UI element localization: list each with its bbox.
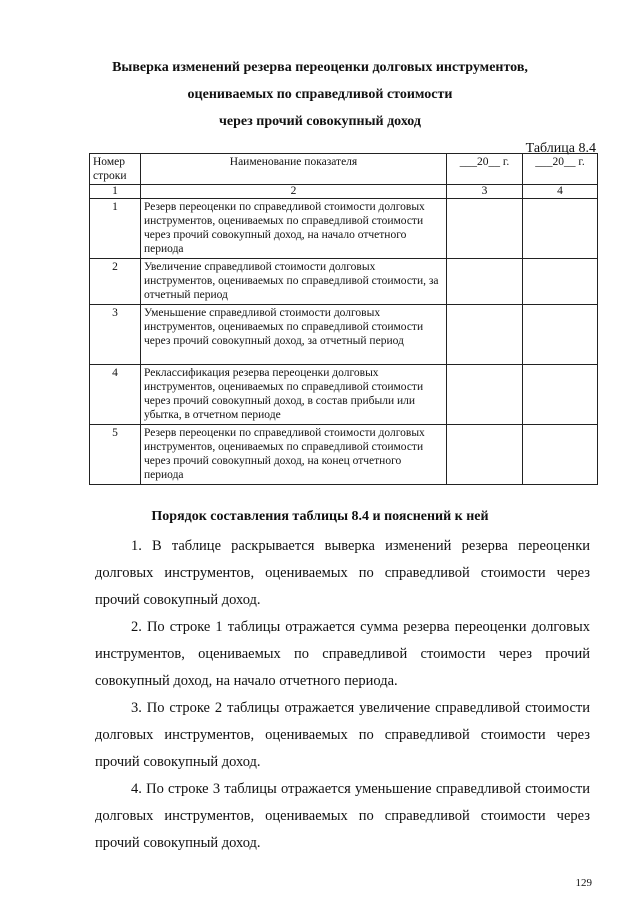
table-row [90, 425, 598, 485]
title-line-1: Выверка изменений резерва переоценки долговых инструментов, [112, 60, 528, 75]
paragraph-4: 4. По строке 3 таблицы отражается уменьшение справедливой стоимости долговых инструментов, оцениваемых по справедливой стоимости через прочий совокупный доход. [95, 781, 590, 851]
table-row [90, 259, 598, 305]
column-index-row [90, 185, 598, 199]
row-value-period-1 [447, 305, 523, 365]
row-value-period-2 [523, 199, 598, 259]
column-index: 1 [90, 185, 141, 199]
table-row [90, 365, 598, 425]
row-value-period-1 [447, 365, 523, 425]
paragraph-1: 1. В таблице раскрывается выверка изменений резерва переоценки долговых инструментов, оцениваемых по справедливой стоимости через прочий совокупный доход. [95, 538, 590, 608]
reconciliation-table [89, 153, 598, 485]
page-number: 129 [575, 877, 592, 889]
row-indicator-name: Резерв переоценки по справедливой стоимости долговых инструментов, оцениваемых по справедливой стоимости через прочий совокупный доход, на начало отчетного периода [141, 199, 447, 259]
row-value-period-1 [447, 259, 523, 305]
table-row [90, 305, 598, 365]
row-number: 4 [90, 365, 141, 425]
column-index: 3 [447, 185, 523, 199]
row-value-period-2 [523, 259, 598, 305]
row-number: 3 [90, 305, 141, 365]
table-row [90, 199, 598, 259]
column-index: 4 [523, 185, 598, 199]
row-number: 5 [90, 425, 141, 485]
table-caption: Таблица 8.4 [525, 141, 596, 156]
title-line-3: через прочий совокупный доход [219, 114, 421, 129]
row-number: 1 [90, 199, 141, 259]
row-indicator-name: Резерв переоценки по справедливой стоимости долговых инструментов, оцениваемых по справедливой стоимости через прочий совокупный доход, на конец отчетного периода [141, 425, 447, 485]
title-line-2: оцениваемых по справедливой стоимости [187, 87, 453, 102]
column-index: 2 [141, 185, 447, 199]
paragraph-3: 3. По строке 2 таблицы отражается увеличение справедливой стоимости долговых инструментов, оцениваемых по справедливой стоимости через прочий совокупный доход. [95, 700, 590, 770]
section-heading: Порядок составления таблицы 8.4 и пояснений к ней [151, 509, 489, 524]
row-value-period-2 [523, 365, 598, 425]
row-value-period-1 [447, 425, 523, 485]
row-indicator-name: Увеличение справедливой стоимости долговых инструментов, оцениваемых по справедливой стоимости, за отчетный период [141, 259, 447, 305]
row-indicator-name: Уменьшение справедливой стоимости долговых инструментов, оцениваемых по справедливой стоимости через прочий совокупный доход, за отчетный период [141, 305, 447, 365]
paragraph-2: 2. По строке 1 таблицы отражается сумма резерва переоценки долговых инструментов, оцениваемых по справедливой стоимости через прочий совокупный доход, на начало отчетного периода. [95, 619, 590, 689]
header-period-2: ___20__ г. [523, 154, 598, 185]
header-row-number: Номер строки [90, 154, 141, 185]
row-value-period-2 [523, 305, 598, 365]
row-number: 2 [90, 259, 141, 305]
row-indicator-name: Реклассификация резерва переоценки долговых инструментов, оцениваемых по справедливой стоимости через прочий совокупный доход, в состав прибыли или убытка, в отчетном периоде [141, 365, 447, 425]
header-period-1: ___20__ г. [447, 154, 523, 185]
header-indicator-name: Наименование показателя [141, 154, 447, 185]
row-value-period-1 [447, 199, 523, 259]
table-header-row [90, 154, 598, 185]
row-value-period-2 [523, 425, 598, 485]
